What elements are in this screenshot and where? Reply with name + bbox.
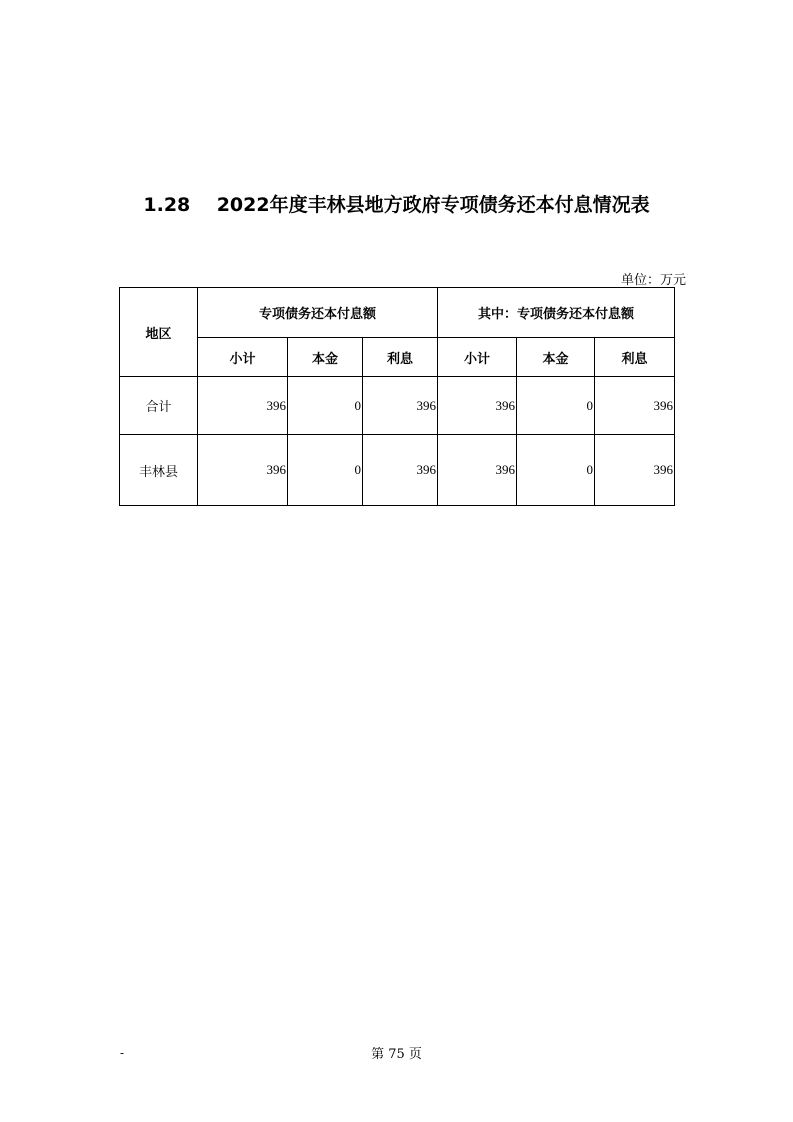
value-cell: 396 bbox=[363, 377, 438, 435]
group-header-total: 专项债务还本付息额 bbox=[198, 288, 438, 338]
region-header: 地区 bbox=[120, 288, 198, 377]
debt-table bbox=[119, 287, 675, 506]
region-cell: 合计 bbox=[120, 377, 198, 435]
value-cell: 396 bbox=[438, 435, 517, 506]
value-cell: 0 bbox=[517, 435, 595, 506]
value-cell: 0 bbox=[288, 435, 363, 506]
value-cell: 396 bbox=[595, 435, 675, 506]
page-title: 1.28 2022年度丰林县地方政府专项债务还本付息情况表 bbox=[143, 194, 650, 216]
unit-label: 单位：万元 bbox=[620, 273, 686, 288]
value-cell: 0 bbox=[517, 377, 595, 435]
page-number: 第 75 页 bbox=[371, 1047, 422, 1062]
value-cell: 0 bbox=[288, 377, 363, 435]
value-cell: 396 bbox=[198, 377, 288, 435]
subheader-subtotal: 小计 bbox=[198, 338, 288, 377]
region-cell: 丰林县 bbox=[120, 435, 198, 506]
table-row bbox=[120, 435, 675, 506]
value-cell: 396 bbox=[438, 377, 517, 435]
table-row bbox=[120, 377, 675, 435]
value-cell: 396 bbox=[198, 435, 288, 506]
subheader-principal: 本金 bbox=[517, 338, 595, 377]
footer-dash: - bbox=[120, 1046, 125, 1060]
subheader-principal: 本金 bbox=[288, 338, 363, 377]
value-cell: 396 bbox=[595, 377, 675, 435]
subheader-interest: 利息 bbox=[363, 338, 438, 377]
group-header-special: 其中：专项债务还本付息额 bbox=[438, 288, 675, 338]
subheader-interest: 利息 bbox=[595, 338, 675, 377]
value-cell: 396 bbox=[363, 435, 438, 506]
subheader-subtotal: 小计 bbox=[438, 338, 517, 377]
